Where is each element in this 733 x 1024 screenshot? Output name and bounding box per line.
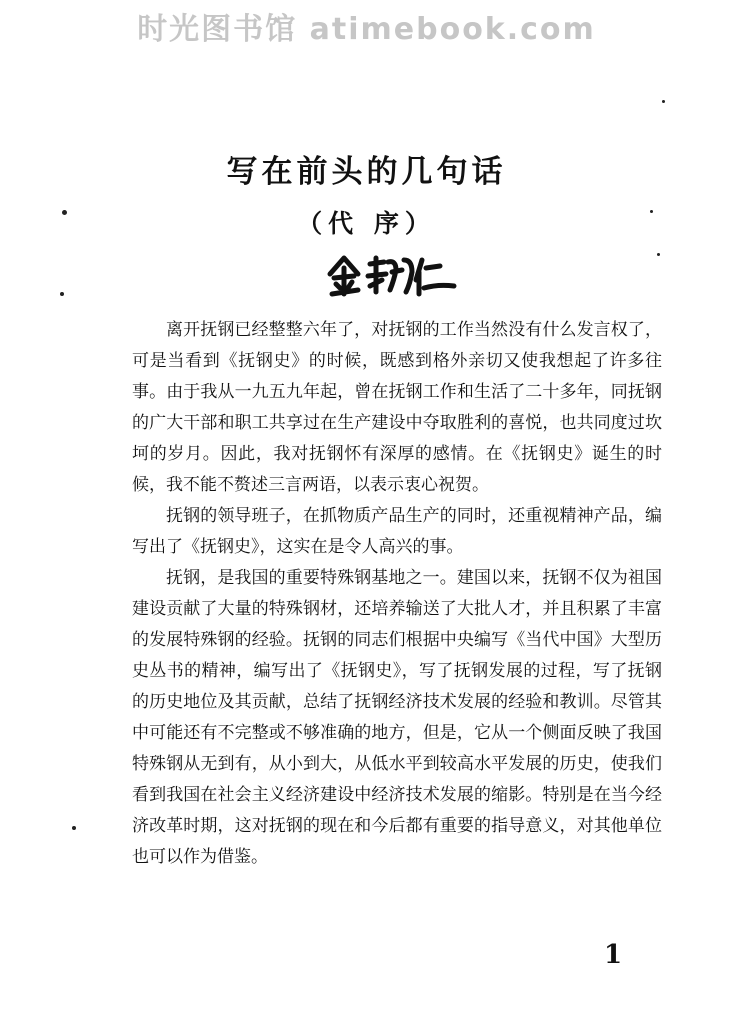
scan-speck: [650, 210, 653, 213]
page-title: 写在前头的几句话: [226, 154, 507, 190]
scan-speck: [60, 292, 64, 296]
scan-speck: [72, 826, 76, 830]
paragraph-1: 离开抚钢已经整整六年了，对抚钢的工作当然没有什么发言权了，可是当看到《抚钢史》的时候，既感到格外亲切又使我想起了许多往事。由于我从一九五九年起，曾在抚钢工作和生活了二十多年，同抚钢的广大干部和职工共享过在生产建设中夺取胜利的喜悦，也共同度过坎坷的岁月。因此，我对抚钢怀有深厚的感情。在《抚钢史》诞生的时候，我不能不赘述三言两语，以表示衷心祝贺。: [132, 320, 662, 495]
scan-speck: [62, 210, 67, 215]
scan-speck: [657, 253, 660, 256]
scan-speck: [662, 100, 665, 103]
paragraph-2: 抚钢的领导班子，在抓物质产品生产的同时，还重视精神产品，编写出了《抚钢史》，这实在是令人高兴的事。: [132, 506, 662, 557]
page-number: 1: [604, 940, 623, 970]
paragraph-3: 抚钢，是我国的重要特殊钢基地之一。建国以来，抚钢不仅为祖国建设贡献了大量的特殊钢材，还培养输送了大批人才，并且积累了丰富的发展特殊钢的经验。抚钢的同志们根据中央编写《当代中国》大型历史丛书的精神，编写出了《抚钢史》，写了抚钢发展的过程，写了抚钢的历史地位及其贡献，总结了抚钢经济技术发展的经验和教训。尽管其中可能还有不完整或不够准确的地方，但是，它从一个侧面反映了我国特殊钢从无到有，从小到大，从低水平到较高水平发展的历史，使我们看到我国在社会主义经济建设中经济技术发展的缩影。特别是在当今经济改革时期，这对抚钢的现在和今后都有重要的指导意义，对其他单位也可以作为借鉴。: [132, 568, 662, 867]
page-subtitle: （代 序）: [297, 209, 436, 238]
signature-handwritten: [322, 250, 462, 300]
body-text: [132, 315, 662, 873]
watermark: 时光图书馆 atimebook.com: [137, 12, 596, 47]
